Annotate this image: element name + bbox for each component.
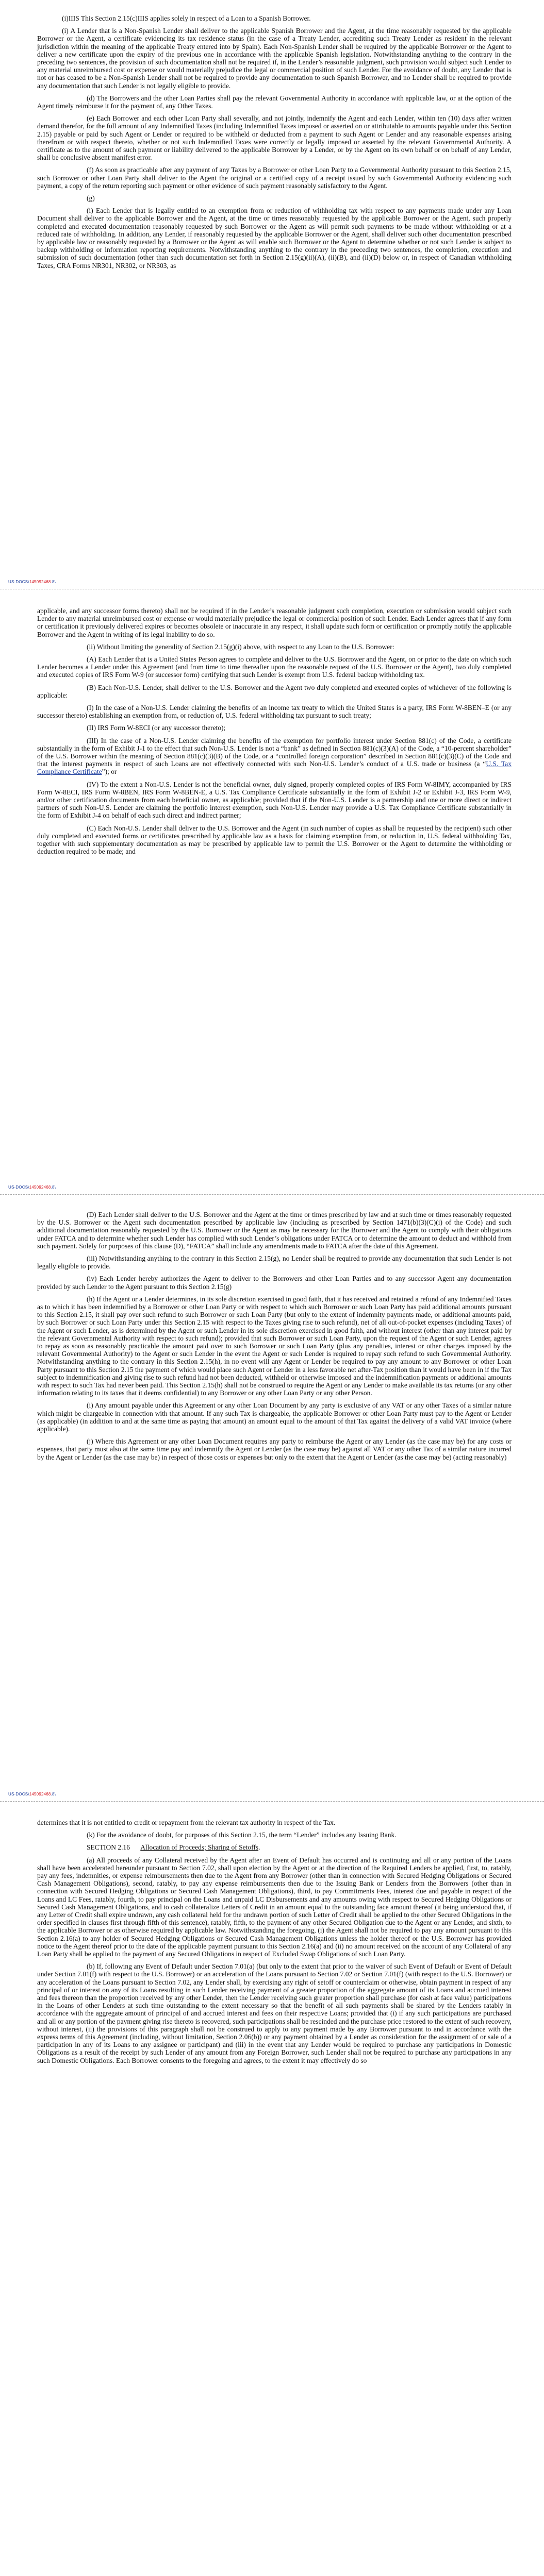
page-separator bbox=[0, 1194, 544, 1195]
paragraph: (II) IRS Form W-8ECI (or any successor thereto); bbox=[87, 724, 226, 732]
page-4-text bbox=[37, 1819, 512, 2069]
paragraph: (i)IIIS This Section 2.15(c)IIIS applies solely in respect of a Loan to a Spanish Borrower. bbox=[62, 14, 311, 22]
paragraph: (i) Any amount payable under this Agreement or any other Loan Document by any party is exclusive of any VAT or any other Taxes of a similar nature which might be chargeable in connection with that amount. If any such Tax is chargeable, the applicable Borrower or other Loan Party must pay to the Agent or Lender (as applicable) (in addition to and at the same time as paying that amount) an amount equal to the amount of that Tax against the delivery of a valid VAT invoice (where applicable). bbox=[37, 1401, 512, 1433]
section-title: Allocation of Proceeds; Sharing of Setoffs bbox=[140, 1843, 259, 1852]
doc-id-version: .8\ bbox=[51, 1792, 56, 1797]
section-title-end: . bbox=[258, 1843, 260, 1852]
paragraph bbox=[37, 737, 512, 776]
paragraph: (D) Each Lender shall deliver to the U.S. Borrower and the Agent at the time or times prescribed by law and at such time or times reasonably requested by the U.S. Borrower or the Agent such documentation prescribed by applicable law (including as prescribed by Section 1471(b)(3)(C)(i) of the Code) and such additional documentation reasonably requested by the U.S. Borrower or the Agent as may be necessary for the Borrower and the Agent to comply with their obligations under FATCA and to determine whether such Lender has complied with such Lender’s obligations under FATCA or to determine the amount to deduct and withhold from such payment. Solely for purposes of this clause (D), “FATCA” shall include any amendments made to FATCA after the date of this Agreement. bbox=[37, 1211, 512, 1250]
doc-id-number: 145092468 bbox=[29, 1185, 51, 1190]
paragraph: (f) As soon as practicable after any payment of any Taxes by a Borrower or other Loan Party to a Governmental Authority pursuant to this Section 2.15, such Borrower or other Loan Party shall deliver to the Agent the original or a certified copy of a receipt issued by such Governmental Authority evidencing such payment, a copy of the return reporting such payment or other evidence of such payment reasonably satisfactory to the Agent. bbox=[37, 166, 512, 190]
paragraph: (i) A Lender that is a Non-Spanish Lender shall deliver to the applicable Spanish Borrower and the Agent, at the time reasonably requested by the applicable Borrower or the Agent, a certificate evidencing its tax residence status (in the case of a Treaty Lender, accrediting such Treaty Lender as resident in the relevant jurisdiction within the meaning of the applicable Treaty entered into by Spain). Each Non-Spanish Lender shall be required by the applicable Borrower or the Agent to deliver a new certificate upon the expiry of the previous one in accordance with the applicable Spanish legislation. Notwithstanding anything to the contrary in the preceding two sentences, the provision of such documentation shall not be required if, in the Lender’s reasonable judgment, such provision would subject such Lender to any material unreimbursed cost or expense or would materially prejudice the legal or commercial position of such Lender. For the avoidance of doubt, any Lender that is not or has ceased to be a Non-Spanish Lender shall not be required to provide any documentation to such Spanish Borrower, and no Lender shall be required to provide any documentation that such Lender is not legally eligible to provide. bbox=[37, 27, 512, 90]
paragraph: (i) Each Lender that is legally entitled to an exemption from or reduction of withholding tax with respect to any payments made under any Loan Document shall deliver to the applicable Borrower and the Agent, at the time or times reasonably requested by the applicable Borrower or the Agent, such properly completed and executed documentation reasonably requested by such Borrower or the Agent as will permit such payments to be made without withholding or at a reduced rate of withholding. In addition, any Lender, if reasonably requested by the applicable Borrower or the Agent, shall deliver such other documentation prescribed by applicable law or reasonably requested by a Borrower or the Agent as will enable such Borrower or the Agent to determine whether or not such Lender is subject to backup withholding or information reporting requirements. Notwithstanding anything to the contrary in the preceding two sentences, the completion, execution and submission of such documentation (other than such documentation set forth in Section 2.15(g)(ii)(A), (ii)(B), and (ii)(D) below or, in respect of Canadian withholding Taxes, CRA Forms NR301, NR302, or NR303, as bbox=[37, 207, 512, 269]
defined-term-link[interactable]: U.S. Tax Compliance Certificate bbox=[37, 760, 512, 776]
doc-id-prefix: US-DOCS\ bbox=[8, 1185, 29, 1190]
paragraph: determines that it is not entitled to credit or repayment from the relevant tax authority in respect of the Tax. bbox=[37, 1819, 336, 1826]
paragraph: (ii) Without limiting the generality of Section 2.15(g)(i) above, with respect to any Loan to the U.S. Borrower: bbox=[87, 642, 394, 651]
document-id-footer bbox=[8, 580, 56, 584]
paragraph: (A) Each Lender that is a United States Person agrees to complete and deliver to the U.S. Borrower and the Agent, on or prior to the date on which such Lender becomes a Lender under this Agreement (and from time to time thereafter upon the reasonable request of the U.S. Borrower or the Agent), two duly completed and executed copies of IRS Form W-9 (or successor form) certifying that such Lender is exempt from U.S. federal backup withholding tax. bbox=[37, 655, 512, 679]
paragraph: (j) Where this Agreement or any other Loan Document requires any party to reimburse the Agent or any Lender (as the case may be) for any costs or expenses, that party must also at the same time pay and indemnify the Agent or Lender (as the case may be) against all VAT or any other Tax of a similar nature incurred by the Agent or Lender (as the case may be) in respect of those costs or expenses but only to the extent that the Agent or Lender (as the case may be) (acting reasonably) bbox=[37, 1437, 512, 1461]
doc-id-prefix: US-DOCS\ bbox=[8, 1792, 29, 1797]
text-run: ”); or bbox=[102, 768, 117, 776]
page-separator bbox=[0, 589, 544, 590]
page-separator bbox=[0, 1801, 544, 1802]
doc-id-number: 145092468 bbox=[29, 580, 51, 584]
document-id-footer bbox=[8, 1185, 56, 1190]
paragraph: (C) Each Non-U.S. Lender shall deliver to the U.S. Borrower and the Agent (in such number of copies as shall be requested by the recipient) such other duly completed and executed forms or certificates prescribed by applicable law as a basis for claiming exemption from, or reduction in, U.S. federal withholding Tax, together with such supplementary documentation as may be prescribed by applicable law to permit the U.S. Borrower or the Agent to determine the withholding or deduction required to be made; and bbox=[37, 824, 512, 856]
paragraph: (a) All proceeds of any Collateral received by the Agent after an Event of Default has occurred and is continuing and all or any portion of the Loans shall have been accelerated hereunder pursuant to Section 7.02, shall upon election by the Agent or at the direction of the Required Lenders be applied, first, to, ratably, pay any fees, indemnities, or expense reimbursements then due to the Agent from any Borrower (other than in connection with Secured Hedging Obligations or Secured Cash Management Obligations), second, ratably, to pay any expense reimbursements then due to the Issuing Bank or Lenders from the Borrowers (other than in connection with Secured Hedging Obligations or Secured Cash Management Obligations), third, to pay Commitments Fees, interest due and payable in respect of the Loans and LC Fees, ratably, fourth, to pay principal on the Loans and unpaid LC Disbursements and any amounts owing with respect to Secured Hedging Obligations or Secured Cash Management Obligations, and to cash collateralize Letters of Credit in an amount equal to the outstanding face amount thereof (it being understood that, if any Letter of Credit shall expire undrawn, any cash collateral held for the undrawn portion of such Letter of Credit shall be applied to the other Secured Obligations in the order specified in clauses first through fifth of this sentence), ratably, fifth, to the payment of any other Secured Obligation due to the Agent or any Lender, and sixth, to the applicable Borrower or as otherwise required by applicable law. Notwithstanding the foregoing, (i) the Agent shall not be required to pay any amount pursuant to this Section 2.16(a) to any holder of Secured Hedging Obligations or Secured Cash Management Obligations unless the holder thereof or the U.S. Borrower has provided notice to the Agent thereof prior to the date of the applicable payment pursuant to this Section 2.16(a) and (ii) no amount received on the account of any Collateral of any Loan Party shall be applied to the payment of any Secured Obligations in respect of Excluded Swap Obligations of such Loan Party. bbox=[37, 1856, 512, 1958]
paragraph: applicable, and any successor forms thereto) shall not be required if in the Lender’s reasonable judgment such completion, execution or submission would subject such Lender to any material unreimbursed cost or expense or would materially prejudice the legal or commercial position of such Lender. Each Lender agrees that if any form or certification it previously delivered expires or becomes obsolete or inaccurate in any respect, it shall update such form or certification or promptly notify the applicable Borrower and the Agent in writing of its legal inability to do so. bbox=[37, 607, 512, 638]
paragraph: (g) bbox=[87, 194, 95, 202]
doc-id-version: .8\ bbox=[51, 1185, 56, 1190]
doc-id-prefix: US-DOCS\ bbox=[8, 580, 29, 584]
page-2-text bbox=[37, 607, 512, 860]
section-number: SECTION 2.16 bbox=[87, 1843, 130, 1852]
paragraph: (iv) Each Lender hereby authorizes the Agent to deliver to the Borrowers and other Loan Parties and to any successor Agent any documentation provided by such Lender to the Agent pursuant to this Section 2.15(g) bbox=[37, 1275, 512, 1291]
text-run: (III) In the case of a Non-U.S. Lender claiming the benefits of the exemption for portfolio interest under Section 881(c) of the Code, a certificate substantially in the form of Exhibit J-1 to the effect that such Non-U.S. Lender is not a “bank” as defined in Section 881(c)(3)(A) of the Code, a “10-percent shareholder” of the U.S. Borrower within the meaning of Section 881(c)(3)(B) of the Code, or a “controlled foreign corporation” described in Section 881(c)(3)(C) of the Code and that the interest payments in respect of such Loans are not effectively connected with such Non-U.S. Lender’s conduct of a U.S. trade or business (a “ bbox=[37, 736, 512, 768]
page-1-text bbox=[37, 14, 512, 274]
paragraph: (k) For the avoidance of doubt, for purposes of this Section 2.15, the term “Lender” includes any Issuing Bank. bbox=[87, 1831, 397, 1839]
paragraph: (I) In the case of a Non-U.S. Lender claiming the benefits of an income tax treaty to which the United States is a party, IRS Form W-8BEN–E (or any successor thereto) establishing an exemption from, or reduction of, U.S. federal withholding tax pursuant to such treaty; bbox=[37, 704, 512, 720]
paragraph: (IV) To the extent a Non-U.S. Lender is not the beneficial owner, duly signed, properly completed copies of IRS Form W-8IMY, accompanied by IRS Form W-8ECI, IRS Form W-8BEN, IRS Form W-8BEN-E, a U.S. Tax Compliance Certificate substantially in the form of Exhibit J-2 or Exhibit J-3, IRS Form W-9, and/or other certification documents from each beneficial owner, as applicable; provided that if the Non-U.S. Lender is a partnership and one or more direct or indirect partners of such Non-U.S. Lender are claiming the portfolio interest exemption, such Non-U.S. Lender may provide a U.S. Tax Compliance Certificate substantially in the form of Exhibit J-4 on behalf of each such direct and indirect partner; bbox=[37, 780, 512, 820]
paragraph: (h) If the Agent or a Lender determines, in its sole discretion exercised in good faith, that it has received and retained a refund of any Indemnified Taxes as to which it has been indemnified by a Borrower or other Loan Party or with respect to which such Borrower or such Loan Party has paid additional amounts pursuant to this Section 2.15, it shall pay over such refund to such Borrower or such Loan Party (but only to the extent of indemnity payments made, or additional amounts paid, by such Borrower or such Loan Party under this Section 2.15 with respect to the Taxes giving rise to such refund), net of all out-of-pocket expenses (including Taxes) of the Agent or such Lender, as is determined by the Agent or such Lender in its sole discretion exercised in good faith, and without interest (other than any interest paid by the relevant Governmental Authority with respect to such refund); provided that such Borrower or such Loan Party, upon the request of the Agent or such Lender, agrees to repay as soon as reasonably practicable the amount paid over to such Borrower or such Loan Party (plus any penalties, interest or other charges imposed by the relevant Governmental Authority) to the Agent or such Lender in the event the Agent or such Lender is required to repay such refund to such Governmental Authority. Notwithstanding anything to the contrary in this Section 2.15(h), in no event will any Agent or Lender be required to pay any amount to any Borrower or other Loan Party pursuant to this Section 2.15 the payment of which would place such Agent or Lender in a less favorable net after-Tax position than it would have been in if the Tax subject to indemnification and giving rise to such refund had not been deducted, withheld or otherwise imposed and the indemnification payments or additional amounts with respect to such Tax had never been paid. This Section 2.15(h) shall not be construed to require the Agent or any Lender to make available its tax returns (or any other information relating to its taxes that it deems confidential) to any Borrower or any other Loan Party or any other Person. bbox=[37, 1295, 512, 1397]
document-id-footer bbox=[8, 1792, 56, 1797]
paragraph: (iii) Notwithstanding anything to the contrary in this Section 2.15(g), no Lender shall be required to provide any documentation that such Lender is not legally eligible to provide. bbox=[37, 1255, 512, 1270]
doc-id-version: .8\ bbox=[51, 580, 56, 584]
paragraph: (d) The Borrowers and the other Loan Parties shall pay the relevant Governmental Authority in accordance with applicable law, or at the option of the Agent timely reimburse it for the payment of, any Other Taxes. bbox=[37, 94, 512, 110]
section-heading bbox=[37, 1843, 512, 1851]
page-3-text bbox=[37, 1211, 512, 1466]
paragraph: (b) If, following any Event of Default under Section 7.01(a) (but only to the extent that prior to the waiver of such Event of Default or Event of Default under Section 7.01(f) with respect to the U.S. Borrower) or an acceleration of the Loans pursuant to Section 7.02 or Section 7.01(f) (with respect to the U.S. Borrower) or any acceleration of the Loans pursuant to Section 7.02, any Lender shall, by exercising any right of setoff or counterclaim or otherwise, obtain payment in respect of any principal of or interest on any of its Loans resulting in such Lender receiving payment of a greater proportion of the aggregate amount of its Loans and accrued interest and fees thereon than the proportion received by any other Lender, then the Lender receiving such greater proportion shall purchase (for cash at face value) participations in the Loans of other Lenders at such time outstanding to the extent necessary so that the benefit of all such payments shall be shared by the Lenders ratably in accordance with the aggregate amount of principal of and accrued interest and fees on their respective Loans; provided that (i) if any such participations are purchased and all or any portion of the payment giving rise thereto is recovered, such participations shall be rescinded and the purchase price restored to the extent of such recovery, without interest, (ii) the provisions of this paragraph shall not be construed to apply to any payment made by any Borrower pursuant to and in accordance with the express terms of this Agreement (including, without limitation, Section 2.06(b)) or any payment obtained by a Lender as consideration for the assignment of or sale of a participation in any of its Loans to any assignee or participant) and (iii) in the event that any Lender would be required to purchase any participations in Domestic Obligations as a result of the receipt by such Lender of any amount from any Foreign Borrower, such Lender shall not be required to purchase any participations in any such Domestic Obligations. Each Borrower consents to the foregoing and agrees, to the extent it may effectively do so bbox=[37, 1962, 512, 2064]
paragraph: (e) Each Borrower and each other Loan Party shall severally, and not jointly, indemnify the Agent and each Lender, within ten (10) days after written demand therefor, for the full amount of any Indemnified Taxes (including Indemnified Taxes imposed or asserted on or attributable to amounts payable under this Section 2.15) payable or paid by such Agent or Lender or required to be withheld or deducted from a payment to such Agent or Lender and any reasonable expenses arising therefrom or with respect thereto, whether or not such Indemnified Taxes were correctly or legally imposed or asserted by the relevant Governmental Authority. A certificate as to the amount of such payment or liability delivered to the applicable Borrower by a Lender, or by the Agent on its own behalf or on behalf of any Lender, shall be conclusive absent manifest error. bbox=[37, 114, 512, 162]
doc-id-number: 145092468 bbox=[29, 1792, 51, 1797]
paragraph: (B) Each Non-U.S. Lender, shall deliver to the U.S. Borrower and the Agent two duly completed and executed copies of whichever of the following is applicable: bbox=[37, 683, 512, 699]
